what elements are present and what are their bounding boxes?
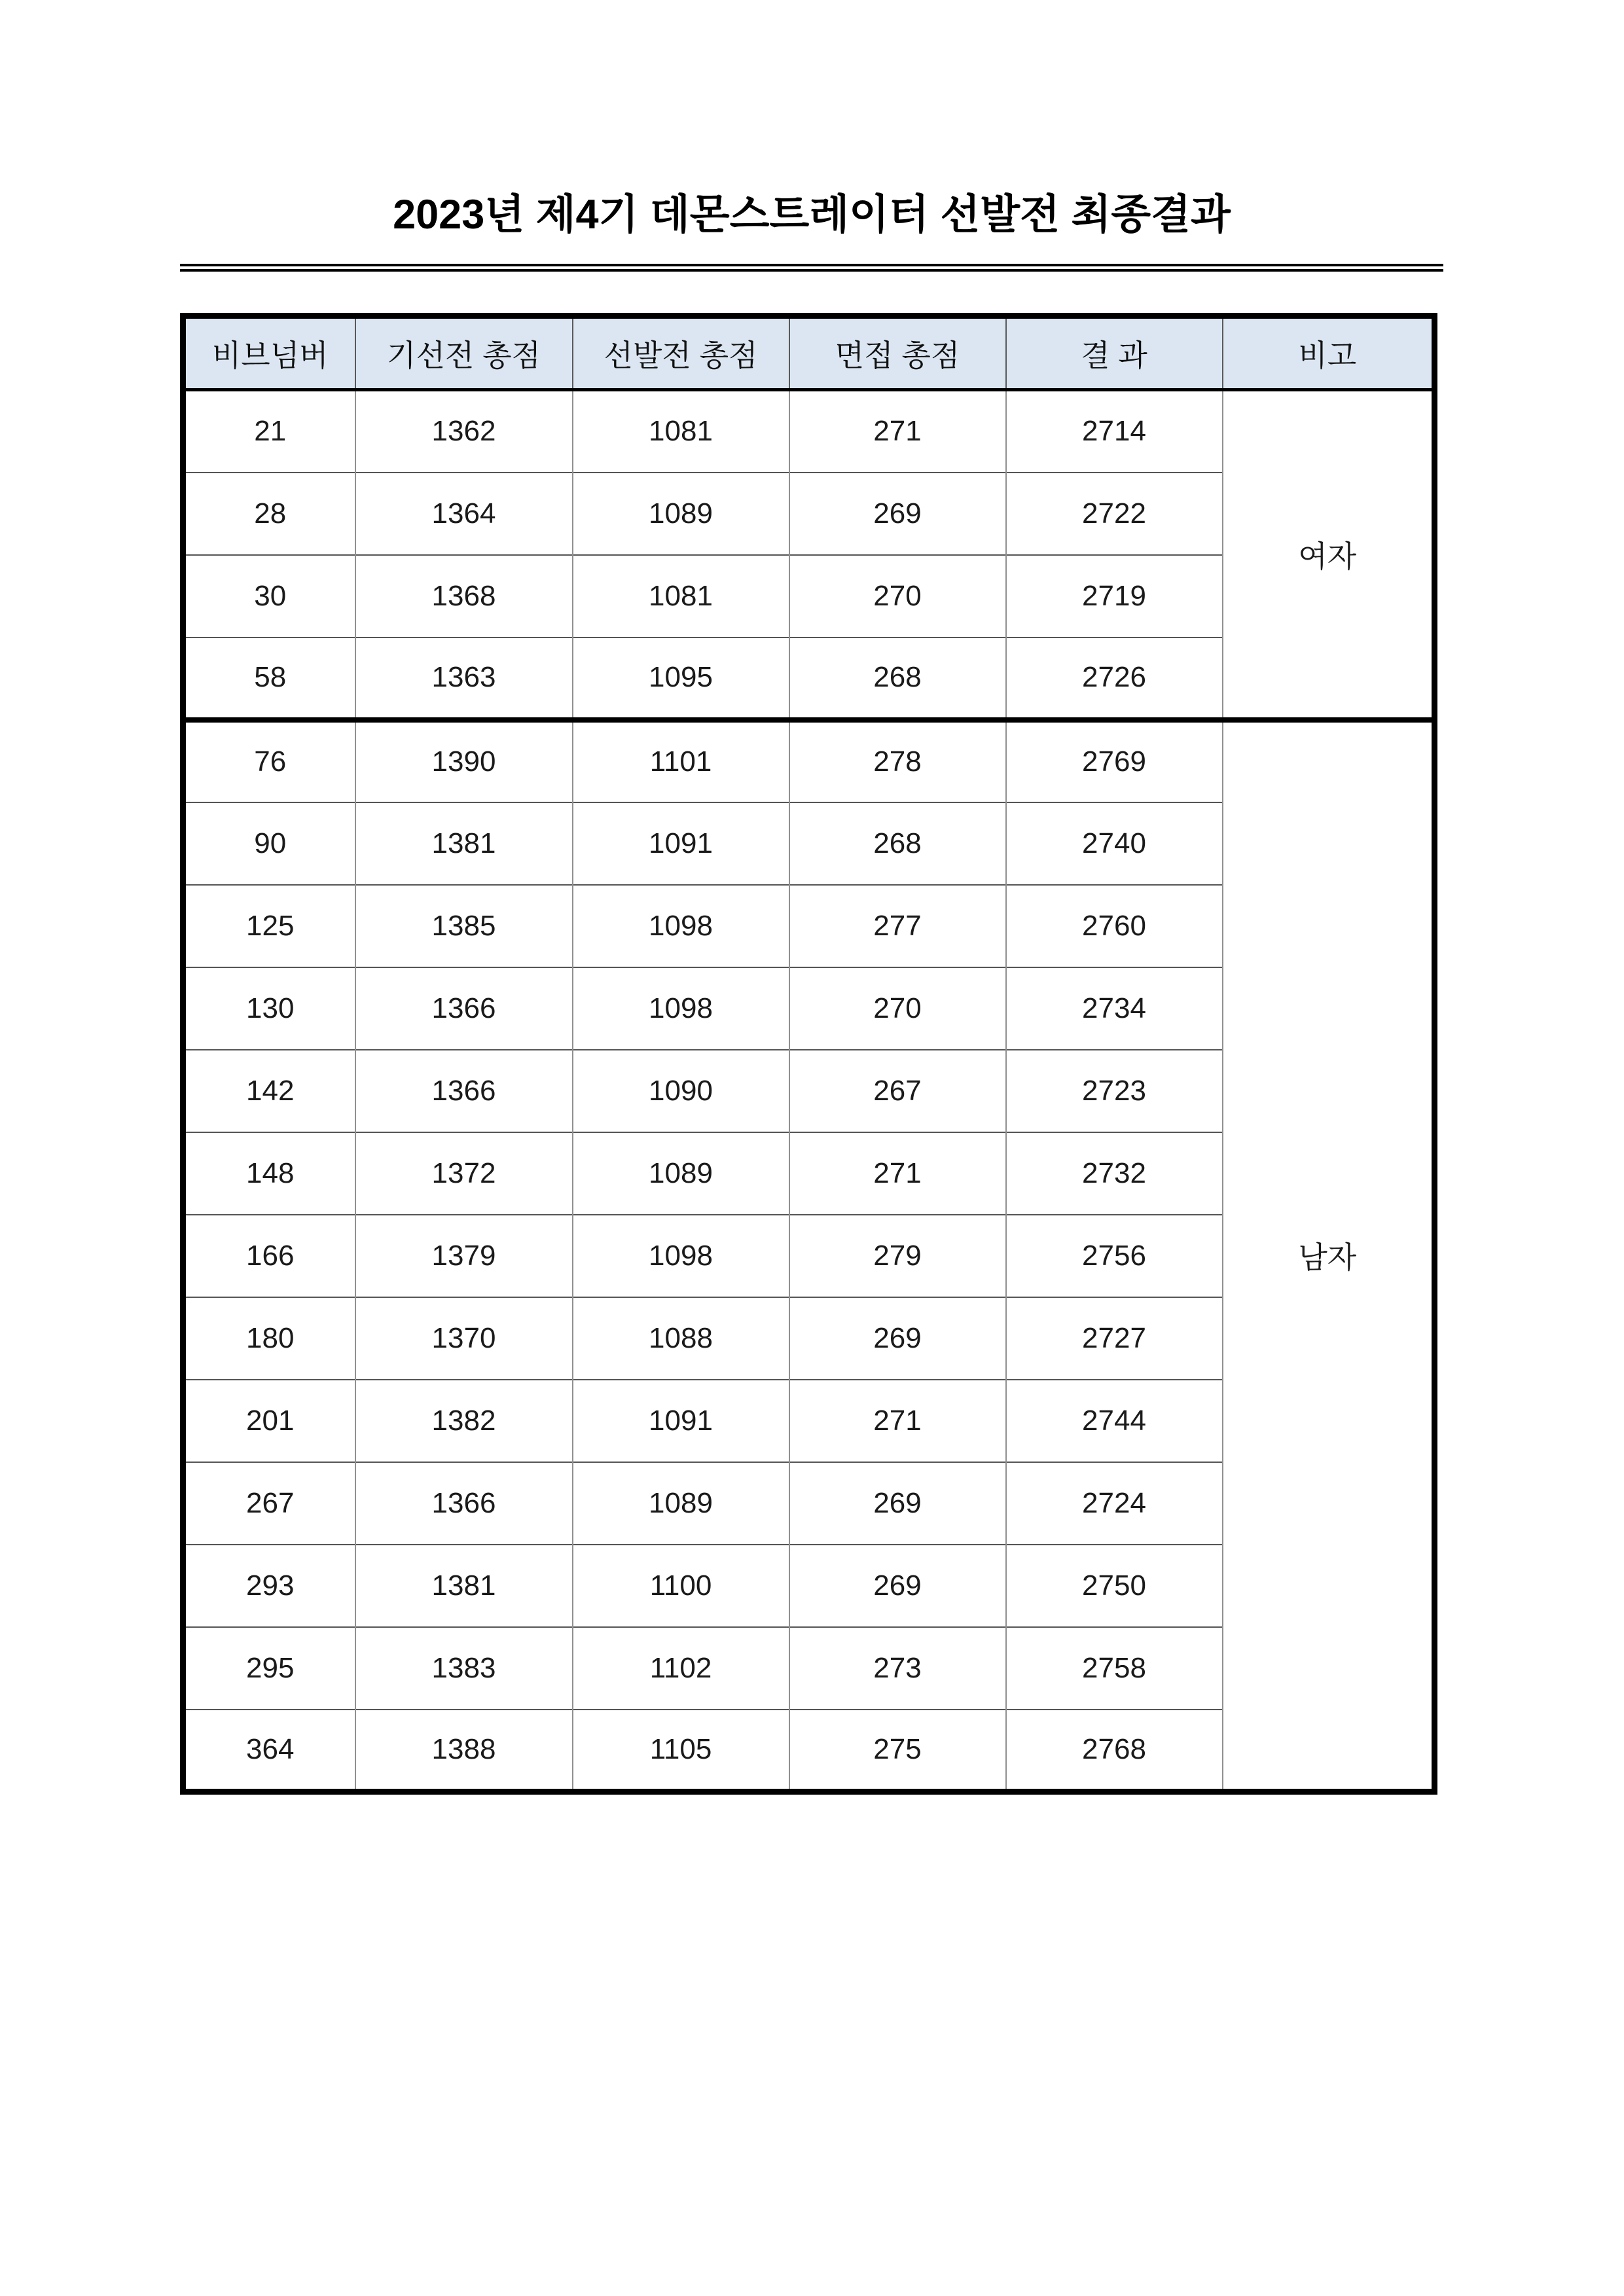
bib-number-cell: 293 (183, 1545, 355, 1627)
selection-score-cell: 1091 (573, 802, 789, 885)
result-cell: 2722 (1006, 473, 1223, 555)
bib-number-header: 비브넘버 (183, 316, 355, 390)
interview-score-cell: 275 (789, 1710, 1006, 1792)
interview-score-cell: 268 (789, 637, 1006, 720)
selection-score-cell: 1081 (573, 390, 789, 473)
result-cell: 2726 (1006, 637, 1223, 720)
preliminary-score-cell: 1372 (355, 1132, 573, 1215)
preliminary-score-cell: 1366 (355, 1462, 573, 1545)
selection-score-cell: 1089 (573, 473, 789, 555)
remark-group-cell: 남자 (1223, 720, 1435, 1792)
bib-number-cell: 201 (183, 1380, 355, 1462)
result-cell: 2756 (1006, 1215, 1223, 1297)
remark-header: 비고 (1223, 316, 1435, 390)
preliminary-score-cell: 1362 (355, 390, 573, 473)
table-row (183, 720, 1435, 802)
preliminary-score-cell: 1385 (355, 885, 573, 967)
preliminary-score-cell: 1368 (355, 555, 573, 637)
result-cell: 2769 (1006, 720, 1223, 802)
bib-number-cell: 295 (183, 1627, 355, 1710)
bib-number-cell: 130 (183, 967, 355, 1050)
selection-score-cell: 1101 (573, 720, 789, 802)
result-cell: 2732 (1006, 1132, 1223, 1215)
preliminary-score-cell: 1364 (355, 473, 573, 555)
interview-score-cell: 279 (789, 1215, 1006, 1297)
bib-number-cell: 58 (183, 637, 355, 720)
preliminary-score-cell: 1382 (355, 1380, 573, 1462)
result-cell: 2724 (1006, 1462, 1223, 1545)
selection-score-cell: 1100 (573, 1545, 789, 1627)
preliminary-score-cell: 1363 (355, 637, 573, 720)
selection-score-cell: 1089 (573, 1462, 789, 1545)
bib-number-cell: 76 (183, 720, 355, 802)
preliminary-score-cell: 1390 (355, 720, 573, 802)
result-header: 결 과 (1006, 316, 1223, 390)
result-cell: 2734 (1006, 967, 1223, 1050)
selection-score-cell: 1095 (573, 637, 789, 720)
preliminary-score-cell: 1388 (355, 1710, 573, 1792)
result-cell: 2723 (1006, 1050, 1223, 1132)
remark-group-cell: 여자 (1223, 390, 1435, 720)
preliminary-score-cell: 1381 (355, 1545, 573, 1627)
preliminary-score-cell: 1379 (355, 1215, 573, 1297)
result-cell: 2760 (1006, 885, 1223, 967)
interview-score-cell: 271 (789, 1380, 1006, 1462)
selection-score-cell: 1081 (573, 555, 789, 637)
selection-score-cell: 1098 (573, 885, 789, 967)
interview-score-cell: 269 (789, 1545, 1006, 1627)
interview-score-cell: 273 (789, 1627, 1006, 1710)
result-cell: 2768 (1006, 1710, 1223, 1792)
interview-total-header: 면접 총점 (789, 316, 1006, 390)
selection-score-cell: 1090 (573, 1050, 789, 1132)
preliminary-total-header: 기선전 총점 (355, 316, 573, 390)
result-cell: 2750 (1006, 1545, 1223, 1627)
bib-number-cell: 148 (183, 1132, 355, 1215)
bib-number-cell: 125 (183, 885, 355, 967)
results-table (180, 313, 1437, 1795)
bib-number-cell: 30 (183, 555, 355, 637)
selection-score-cell: 1105 (573, 1710, 789, 1792)
document-title: 2023년 제4기 데몬스트레이터 선발전 최종결과 (393, 192, 1231, 238)
selection-score-cell: 1088 (573, 1297, 789, 1380)
bib-number-cell: 364 (183, 1710, 355, 1792)
bib-number-cell: 166 (183, 1215, 355, 1297)
selection-total-header: 선발전 총점 (573, 316, 789, 390)
interview-score-cell: 269 (789, 1462, 1006, 1545)
result-cell: 2740 (1006, 802, 1223, 885)
result-cell: 2727 (1006, 1297, 1223, 1380)
interview-score-cell: 277 (789, 885, 1006, 967)
table-header-row (183, 316, 1435, 390)
table-row (183, 390, 1435, 473)
result-cell: 2744 (1006, 1380, 1223, 1462)
selection-score-cell: 1098 (573, 967, 789, 1050)
interview-score-cell: 270 (789, 555, 1006, 637)
interview-score-cell: 278 (789, 720, 1006, 802)
bib-number-cell: 21 (254, 415, 287, 448)
interview-score-cell: 269 (789, 473, 1006, 555)
bib-number-cell: 180 (183, 1297, 355, 1380)
interview-score-cell: 267 (789, 1050, 1006, 1132)
result-cell: 2719 (1006, 555, 1223, 637)
preliminary-score-cell: 1381 (355, 802, 573, 885)
bib-number-cell: 142 (183, 1050, 355, 1132)
result-cell: 2758 (1006, 1627, 1223, 1710)
bib-number-cell: 267 (183, 1462, 355, 1545)
title-divider-rule (180, 264, 1443, 272)
interview-score-cell: 270 (789, 967, 1006, 1050)
interview-score-cell: 271 (789, 1132, 1006, 1215)
preliminary-score-cell: 1366 (355, 967, 573, 1050)
bib-number-cell: 28 (183, 473, 355, 555)
preliminary-score-cell: 1383 (355, 1627, 573, 1710)
selection-score-cell: 1091 (573, 1380, 789, 1462)
interview-score-cell: 271 (789, 390, 1006, 473)
interview-score-cell: 269 (789, 1297, 1006, 1380)
preliminary-score-cell: 1370 (355, 1297, 573, 1380)
interview-score-cell: 268 (789, 802, 1006, 885)
result-cell: 2714 (1006, 390, 1223, 473)
selection-score-cell: 1102 (573, 1627, 789, 1710)
selection-score-cell: 1098 (573, 1215, 789, 1297)
preliminary-score-cell: 1366 (355, 1050, 573, 1132)
bib-number-cell: 90 (183, 802, 355, 885)
results-tbody (183, 390, 1435, 1792)
selection-score-cell: 1089 (573, 1132, 789, 1215)
